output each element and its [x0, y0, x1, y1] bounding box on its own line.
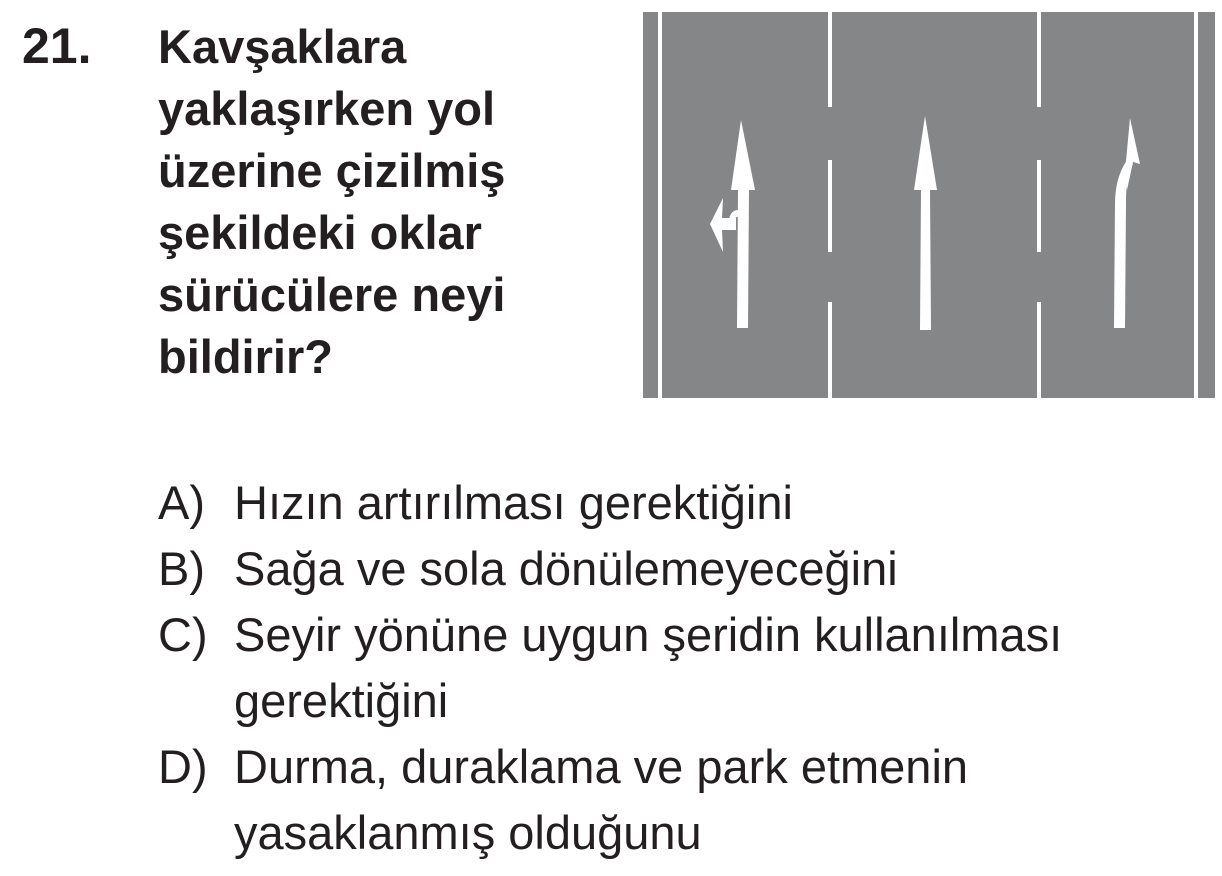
option-text: Sağa ve sola dönülemeyeceğini: [234, 542, 898, 595]
option-letter: B): [158, 542, 205, 595]
option-text: gerektiğini: [234, 674, 449, 727]
option-c[interactable]: [158, 602, 1062, 734]
question-text: [158, 16, 618, 388]
right-edge-line: [1194, 12, 1198, 398]
option-letter: A): [158, 476, 205, 529]
road-markings-illustration: [643, 12, 1215, 398]
option-letter: D): [158, 740, 208, 793]
question-number: 21.: [22, 18, 92, 74]
option-text: Seyir yönüne uygun şeridin kullanılması: [234, 608, 1063, 661]
question-text-line: bildirir?: [158, 330, 333, 383]
question-text-line: şekildeki oklar: [158, 206, 482, 259]
lane-divider-right: [1037, 12, 1041, 398]
option-text: Durma, duraklama ve park etmenin: [234, 740, 969, 793]
option-d[interactable]: [158, 734, 1062, 866]
question-text-line: yaklaşırken yol: [158, 82, 496, 135]
answer-options: [158, 470, 1062, 866]
option-b[interactable]: [158, 536, 1062, 602]
lane-divider-left: [828, 12, 832, 398]
question-text-line: üzerine çizilmiş: [158, 144, 506, 197]
option-text: yasaklanmış olduğunu: [234, 806, 702, 859]
question-text-line: sürücülere neyi: [158, 268, 506, 321]
option-text: Hızın artırılması gerektiğini: [234, 476, 793, 529]
question-text-line: Kavşaklara: [158, 20, 407, 73]
left-edge-line: [658, 12, 662, 398]
option-letter: C): [158, 608, 208, 661]
option-a[interactable]: [158, 470, 1062, 536]
